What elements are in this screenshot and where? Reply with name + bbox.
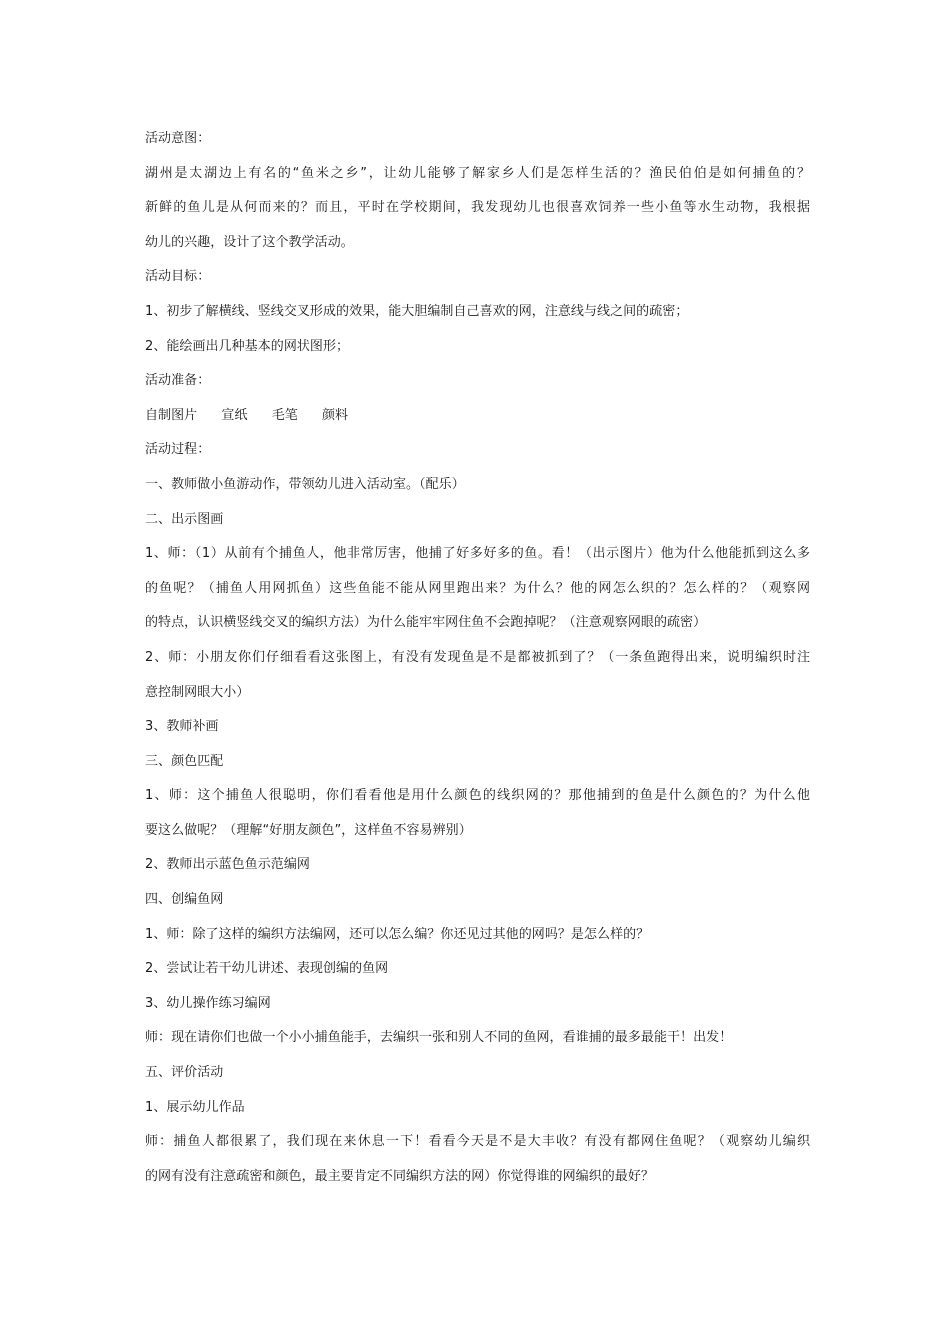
step-3-item-1-line: 1、师：这个捕鱼人很聪明，你们看看他是用什么颜色的线织网的？那他捕到的鱼是什么颜色的？为什么他: [145, 788, 810, 804]
step-3-item-2: 2、教师出示蓝色鱼示范编网: [145, 857, 310, 873]
step-3-item-1-line: 要这么做呢？（理解“好朋友颜色”，这样鱼不容易辨别）: [145, 822, 472, 838]
materials-list: [145, 399, 810, 434]
step-4-heading: 四、创编鱼网: [145, 892, 224, 908]
step-2-item-1-line: 的特点，认识横竖线交叉的编织方法）为什么能牢牢网住鱼不会跑掉呢？（注意观察网眼的疏密）: [145, 615, 707, 631]
document-page: [145, 122, 810, 1194]
step-1: 一、教师做小鱼游动作，带领幼儿进入活动室。（配乐）: [145, 476, 465, 492]
step-5-heading: 五、评价活动: [145, 1065, 224, 1081]
step-4-item-2: 2、尝试让若干幼儿讲述、表现创编的鱼网: [145, 961, 389, 977]
step-4-item-1: 1、师：除了这样的编织方法编网，还可以怎么编？你还见过其他的网吗？是怎么样的？: [145, 926, 650, 942]
step-4-teacher: 师：现在请你们也做一个小小捕鱼能手，去编织一张和别人不同的鱼网，看谁捕的最多最能干！出发！: [145, 1030, 733, 1046]
step-2-item-2-line: 意控制网眼大小）: [145, 684, 250, 700]
intent-line-1: 湖州是太湖边上有名的“鱼米之乡”，让幼儿能够了解家乡人们是怎样生活的？渔民伯伯是如何捕鱼的？: [145, 165, 810, 181]
step-5-teacher-line: 师：捕鱼人都很累了，我们现在来休息一下！看看今天是不是大丰收？有没有都网住鱼呢？（观察幼儿编织: [145, 1134, 810, 1150]
step-4-item-3: 3、幼儿操作练习编网: [145, 995, 271, 1011]
intent-heading: 活动意图：: [145, 131, 211, 146]
material-item: 自制图片: [145, 407, 198, 423]
step-2-item-1-line: 的鱼呢？（捕鱼人用网抓鱼）这些鱼能不能从网里跑出来？为什么？他的网怎么织的？怎么样的？（观察网: [145, 580, 810, 596]
step-5-item-1: 1、展示幼儿作品: [145, 1099, 245, 1115]
step-2-heading: 二、出示图画: [145, 511, 224, 527]
material-item: 毛笔: [271, 407, 298, 423]
step-2-item-1-line: 1、师：（1）从前有个捕鱼人，他非常厉害，他捕了好多好多的鱼。看！（出示图片）他为什么他能抓到这么多: [145, 546, 810, 562]
goals-heading: 活动目标：: [145, 269, 211, 285]
intent-line-3: 幼儿的兴趣，设计了这个教学活动。: [145, 234, 354, 250]
step-2-item-2-line: 2、师：小朋友你们仔细看看这张图上，有没有发现鱼是不是都被抓到了？（一条鱼跑得出来，说明编织时注: [145, 649, 810, 665]
process-heading: 活动过程：: [145, 442, 211, 458]
intent-line-2: 新鲜的鱼儿是从何而来的？而且，平时在学校期间，我发现幼儿也很喜欢饲养一些小鱼等水生动物，我根据: [145, 200, 810, 216]
prep-heading: 活动准备：: [145, 373, 211, 389]
material-item: 宣纸: [221, 407, 248, 423]
goal-1: 1、初步了解横线、竖线交叉形成的效果，能大胆编制自己喜欢的网，注意线与线之间的疏密；: [145, 303, 689, 319]
goal-2: 2、能绘画出几种基本的网状图形；: [145, 338, 350, 354]
material-item: 颜料: [321, 407, 349, 423]
step-3-heading: 三、颜色匹配: [145, 753, 224, 769]
step-5-teacher-line: 的网有没有注意疏密和颜色，最主要肯定不同编织方法的网）你觉得谁的网编织的最好？: [145, 1168, 654, 1184]
step-2-item-3: 3、教师补画: [145, 719, 219, 735]
